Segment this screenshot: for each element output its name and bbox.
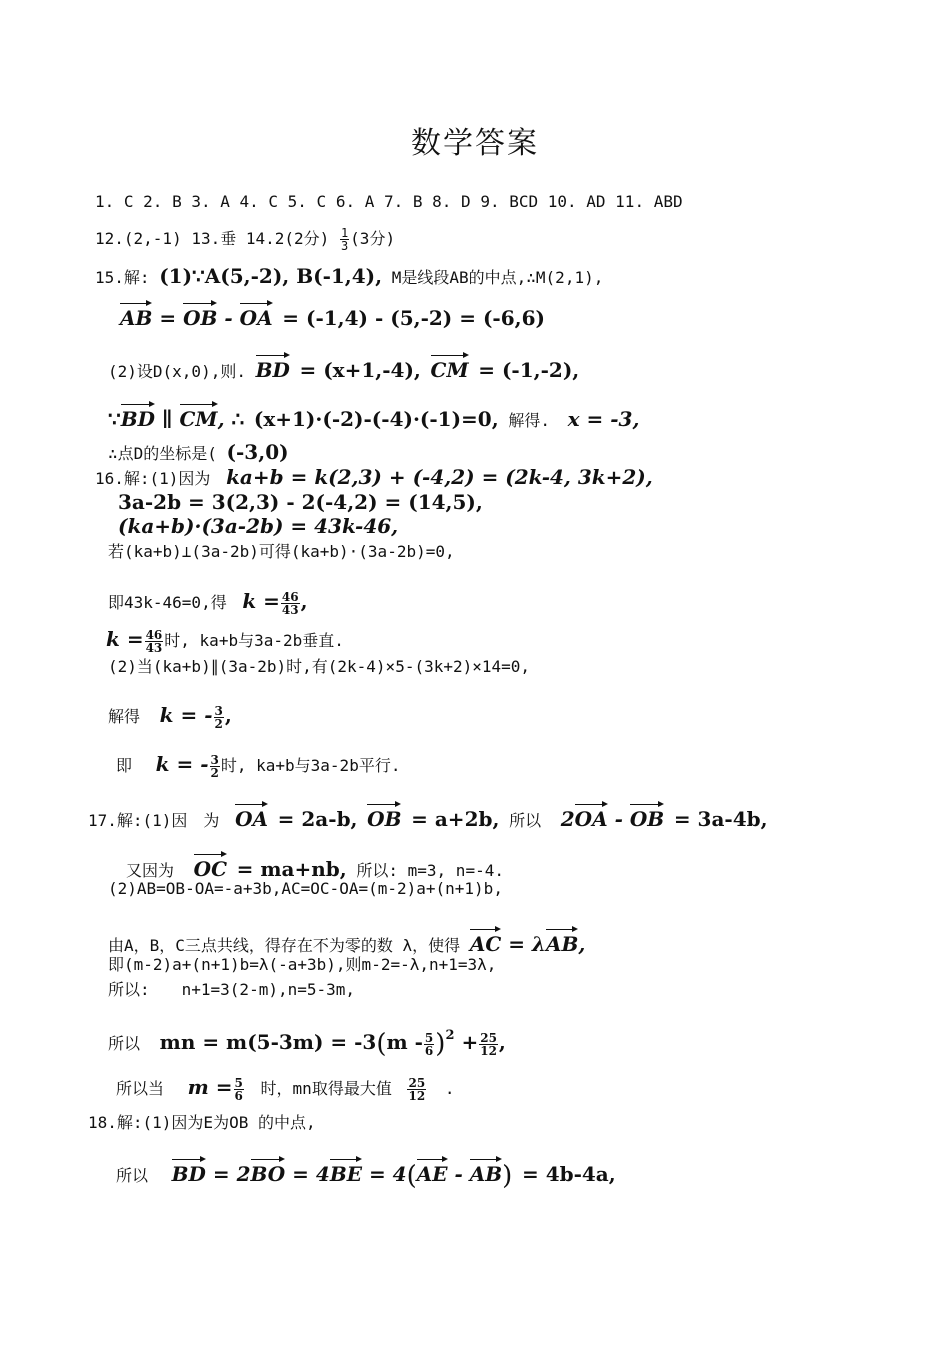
q17-when-text: 所以当 — [116, 1079, 165, 1098]
q16-ji-text: 即 — [116, 756, 133, 775]
q15-part2-text: (2)设D(x,0),则. — [108, 362, 246, 381]
q17-frac-25-12: $\frac{25}{12}$ — [480, 1031, 497, 1058]
q18-suoyi: 所以 — [116, 1166, 149, 1185]
q15-parallel-line: ∵BD ∥ CM, ∴ (x+1)·(-2)-(-4)·(-1)=0, 解得. x = -3, — [108, 403, 639, 433]
answers-12-14: 12.(2,-1) 13.垂 14.2(2分) — [95, 229, 330, 248]
answers-line-2 — [95, 227, 395, 252]
q18-eq-line: 所以 BD = 2BO = 4BE = 4(AE - AB) = 4b-4a, — [116, 1158, 616, 1188]
q15-conclusion-line — [108, 440, 289, 466]
q16-part2-line: (2)当(ka+b)∥(3a-2b)时,有(2k-4)×5-(3k+2)×14=0, — [108, 657, 531, 676]
q16-k2-fraction: $\frac{3}{2}$ — [214, 704, 223, 731]
answers-line-1: 1. C 2. B 3. A 4. C 5. C 6. A 7. B 8. D 9. BCD 10. AD 11. ABD — [95, 192, 683, 211]
q15-midpoint-text: M是线段AB的中点,∴M(2,1), — [391, 268, 604, 287]
q15-bd-equation: = (x+1,-4), — [299, 358, 421, 382]
q17-colinear-line: 由A，B，C三点共线，得存在不为零的数 λ，使得 AC = λAB, — [108, 928, 585, 958]
q16-then-text: 即43k-46=0,得 — [108, 593, 227, 612]
q15-solve-value: x = -3, — [567, 407, 640, 431]
q18-eq: = 4b-4a, — [521, 1162, 616, 1186]
q16-lead: 16.解:(1)因为 — [95, 469, 211, 488]
q16-eq-1: ka+b = k(2,3) + (-4,2) = (2k-4, 3k+2), — [226, 465, 653, 489]
q17-frac-5-6-b: $\frac{5}{6}$ — [234, 1076, 243, 1103]
q17-mn-values: 所以: m=3, n=-4. — [356, 861, 504, 880]
q17-lambda-line: 即(m-2)a+(n+1)b=λ(-a+3b),则m-2=-λ,n+1=3λ, — [108, 955, 497, 974]
q16-line-2 — [118, 490, 483, 516]
q16-parallel-conclusion: 时, ka+b与3a-2b平行. — [220, 756, 401, 775]
q18-line-1: 18.解:(1)因为E为OB 的中点, — [88, 1113, 316, 1132]
q17-frac-5-6: $\frac{5}{6}$ — [424, 1031, 434, 1058]
q16-parallel-conclusion-line: 即 k = - $\frac{3}{2}$ 时, ka+b与3a-2b平行. — [116, 752, 401, 780]
q17-colinear-text: 由A，B，C三点共线，得存在不为零的数 λ，使得 — [108, 936, 461, 955]
q17-lead: 17.解:(1)因 为 — [88, 811, 220, 830]
q15-parallel-equation: (x+1)·(-2)-(-4)·(-1)=0, — [253, 407, 499, 431]
q16-k-fraction: $\frac{46}{43}$ — [281, 590, 299, 617]
q17-max-line: 所以当 m = $\frac{5}{6}$ 时，mn取得最大值 $\frac{25}{12}$ . — [116, 1075, 455, 1103]
q15-conclusion-text: ∴点D的坐标是( — [108, 444, 217, 463]
q17-mn-eq: mn = m(5-3m) = -3 — [159, 1030, 377, 1054]
q17-oc-line: 又因为 OC = ma+nb, 所以: m=3, n=-4. — [126, 853, 504, 883]
q17-again-text: 又因为 — [126, 861, 175, 880]
answer-14-score: (3分) — [350, 229, 396, 248]
q15-line-1 — [95, 264, 603, 290]
q17-so-line: 所以: n+1=3(2-m),n=5-3m, — [108, 980, 356, 999]
q17-oc-eq: = ma+nb, — [236, 857, 347, 881]
q17-max-text: 时，mn取得最大值 — [260, 1079, 392, 1098]
q17-comb-eq: = 3a-4b, — [673, 807, 768, 831]
q15-lead: 15.解: — [95, 268, 150, 287]
q15-condition: (1)∵A(5,-2), B(-1,4), — [159, 264, 383, 288]
q16-solve-text: 解得 — [108, 707, 141, 726]
q16-solve-line: 即43k-46=0,得 k = $\frac{46}{43}$ , — [108, 589, 308, 617]
q17-part2-line: (2)AB=OB-OA=-a+3b,AC=OC-OA=(m-2)a+(n+1)b, — [108, 879, 503, 898]
q17-frac-25-12-b: $\frac{25}{12}$ — [408, 1076, 426, 1103]
q15-ab-vector-line: AB = OB - OA = (-1,4) - (5,-2) = (-6,6) — [120, 302, 545, 332]
page-title: 数学答案 — [411, 126, 539, 161]
q15-conclusion-value: (-3,0) — [226, 440, 289, 464]
q15-part2-line: (2)设D(x,0),则. BD = (x+1,-4), CM = (-1,-2), — [108, 354, 579, 384]
q17-ob-eq: = a+2b, — [411, 807, 500, 831]
q15-ab-equation: = (-1,4) - (5,-2) = (-6,6) — [282, 306, 545, 330]
q17-mn-eq-text: 所以 — [108, 1034, 141, 1053]
q17-suoyi: 所以 — [509, 811, 542, 830]
q16-line-3 — [118, 514, 398, 540]
q16-k2-line: 解得 k = - $\frac{3}{2}$ , — [108, 703, 232, 731]
q16-k2-fraction-2: $\frac{3}{2}$ — [210, 753, 219, 780]
q16-perp-line: 若(ka+b)⊥(3a-2b)可得(ka+b)·(3a-2b)=0, — [108, 542, 455, 561]
fraction-one-third: $\frac{1}{3}$ — [340, 226, 349, 253]
q17-oa-eq: = 2a-b, — [277, 807, 358, 831]
q15-cm-equation: = (-1,-2), — [478, 358, 580, 382]
q16-line-1 — [95, 465, 653, 491]
q16-eq-3: (ka+b)·(3a-2b) = 43k-46, — [118, 514, 399, 538]
q16-eq-2: 3a-2b = 3(2,3) - 2(-4,2) = (14,5), — [118, 490, 483, 514]
q17-mn-equation-line: 所以 mn = m(5-3m) = -3(m - $\frac{5}{6}$ )$^2$ + $\frac{25}{12}$ , — [108, 1028, 506, 1059]
q15-solve-text: 解得. — [508, 411, 550, 430]
q16-perp-conclusion-line: k = $\frac{46}{43}$ 时, ka+b与3a-2b垂直. — [106, 627, 344, 655]
q17-line-1: 17.解:(1)因 为 OA = 2a-b, OB = a+2b, 所以 2OA - OB = 3a-4b, — [88, 803, 768, 833]
q16-perp-conclusion: 时, ka+b与3a-2b垂直. — [164, 631, 344, 650]
q16-k-fraction-2: $\frac{46}{43}$ — [145, 628, 163, 655]
